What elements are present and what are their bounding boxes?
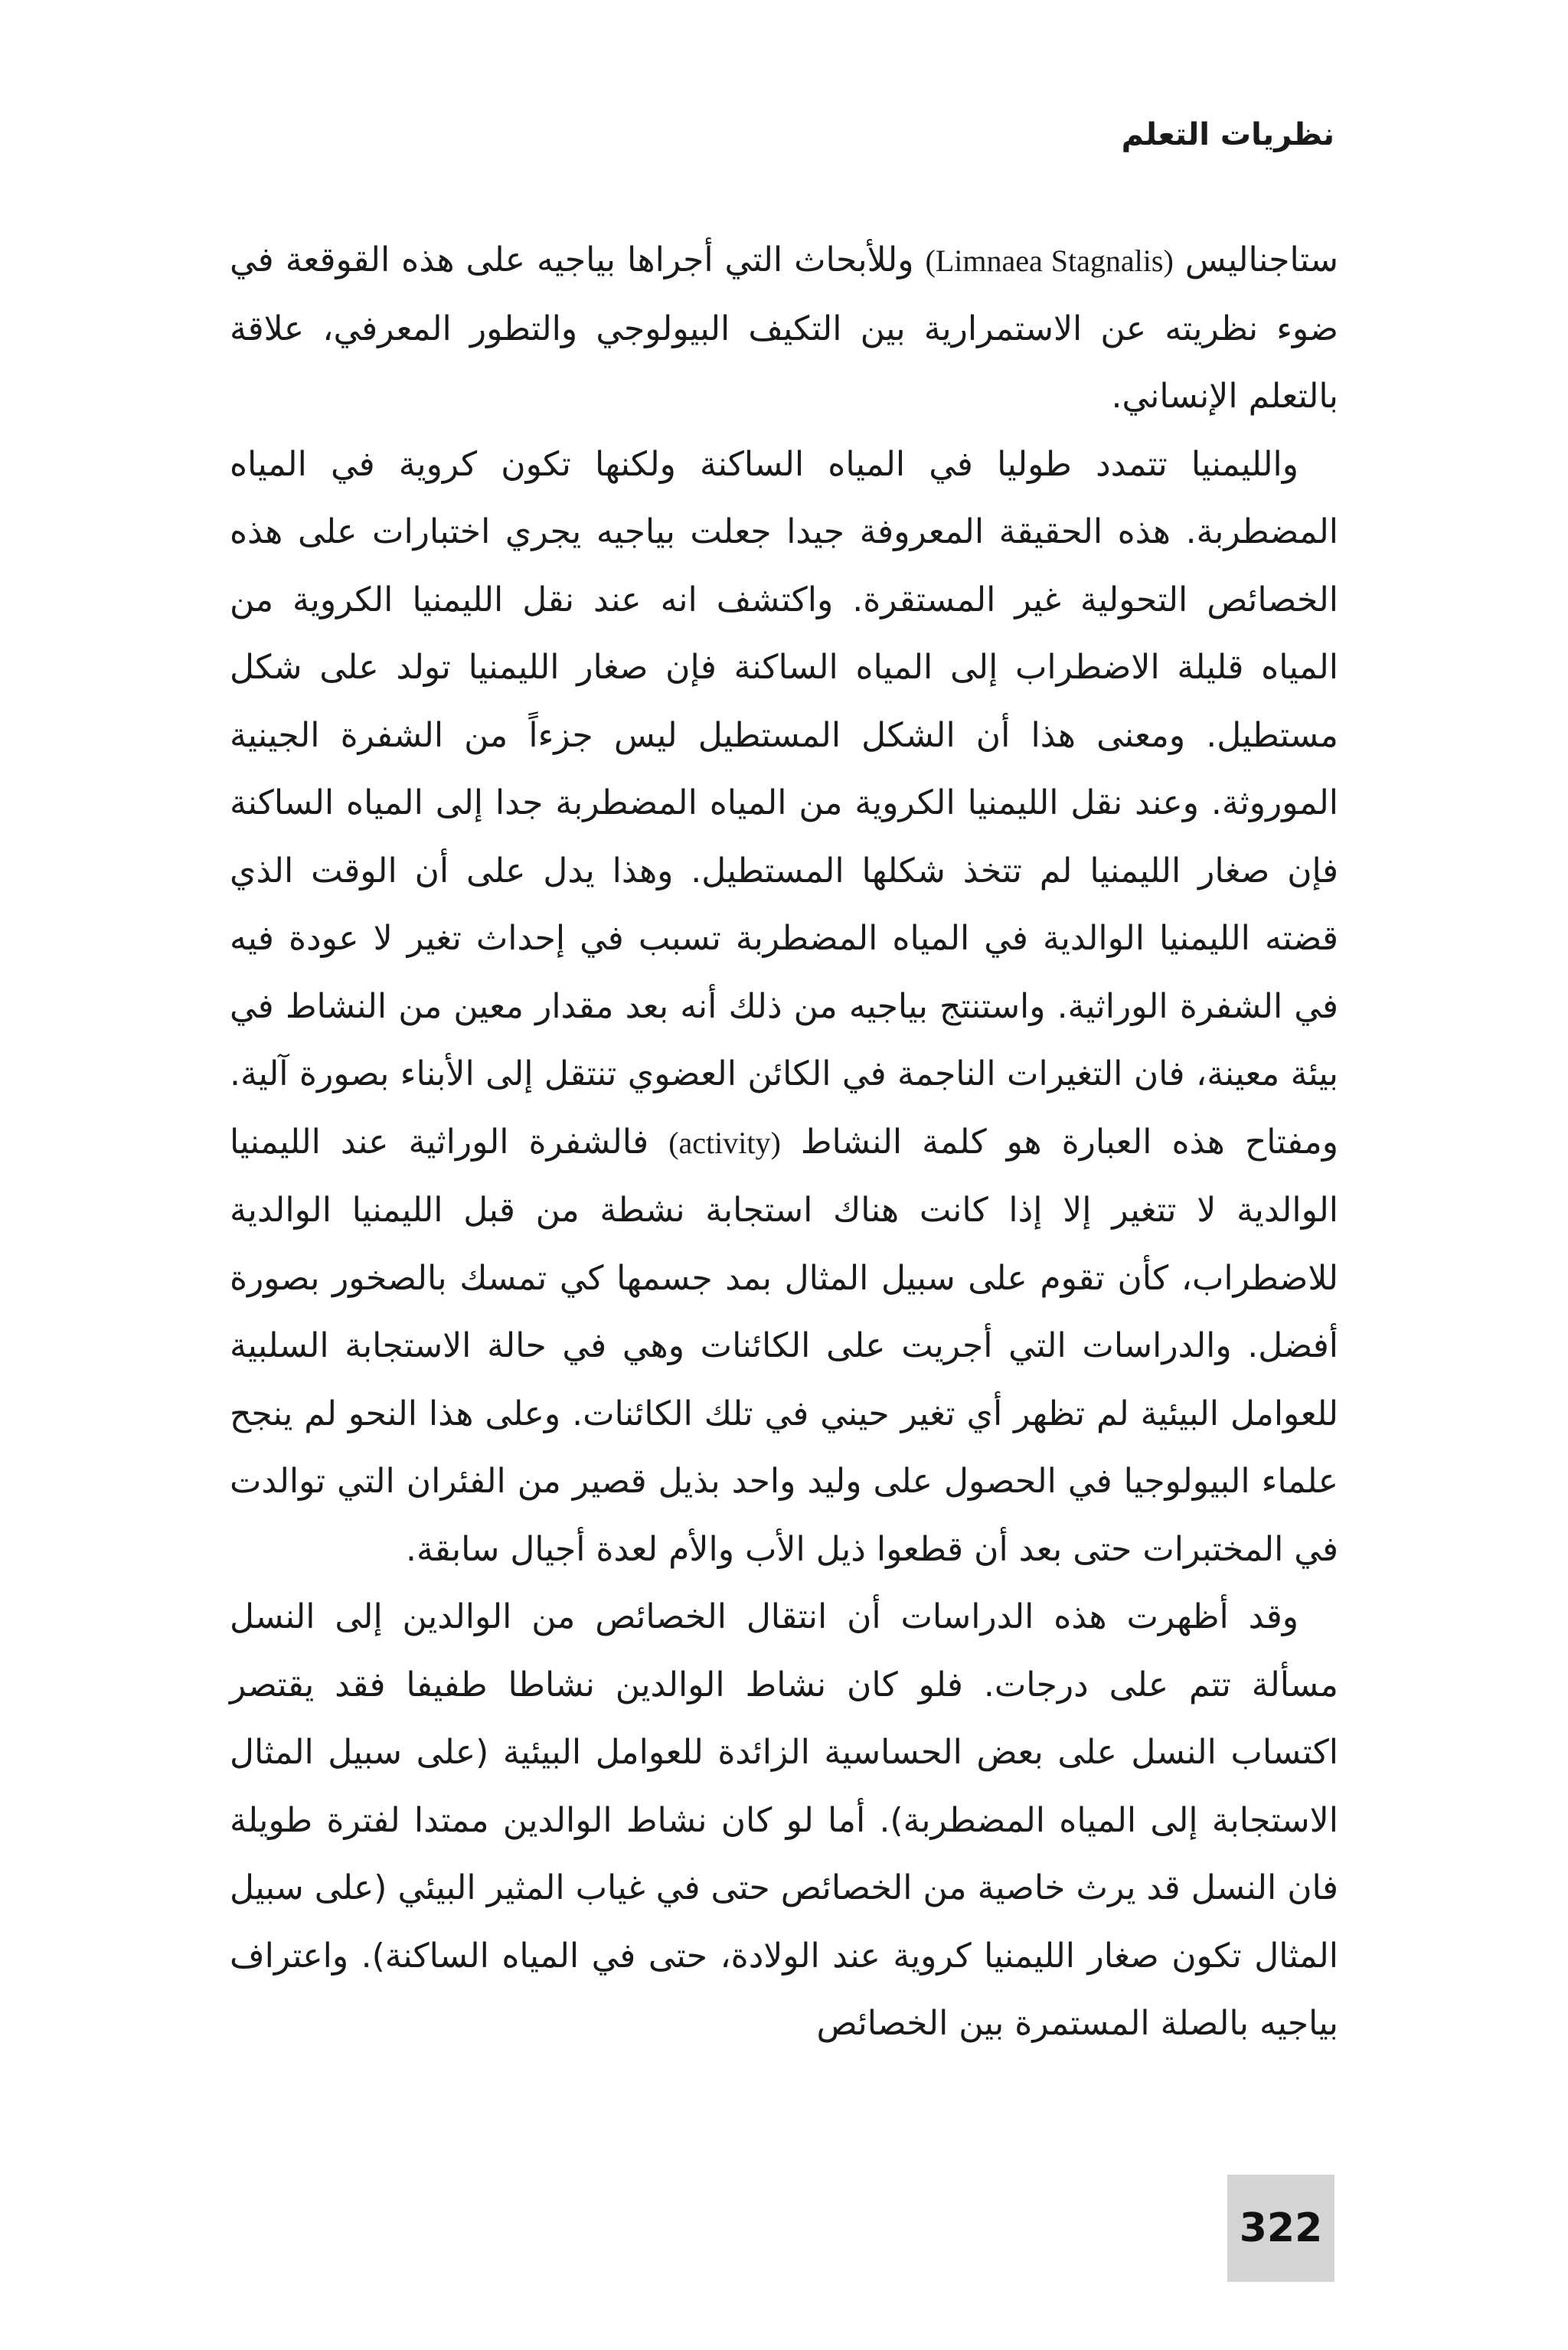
paragraph-2 (230, 431, 1338, 1584)
paragraph-3: وقد أظهرت هذه الدراسات أن انتقال الخصائص من الوالدين إلى النسل مسألة تتم على درجات. فلو كان نشاط الوالدين نشاطا طفيفا فقد يقتصر اكتساب النسل على بعض الحساسية الزائدة للعوامل البيئية (على سبيل المثال الاستجابة إلى المياه المضطربة). أما لو كان نشاط الوالدين ممتدا لفترة طويلة فان النسل قد يرث خاصية من الخصائص حتى في غياب المثير البيئي (على سبيل المثال تكون صغار الليمنيا كروية عند الولادة، حتى في المياه الساكنة). واعتراف بياجيه بالصلة المستمرة بين الخصائص (230, 1597, 1338, 2043)
page-number-box (1227, 2175, 1334, 2282)
paragraph-2-part-1: والليمنيا تتمدد طوليا في المياه الساكنة ولكنها تكون كروية في المياه المضطربة. هذه الحقيقة المعروفة جيدا جعلت بياجيه يجري اختبارات على هذه الخصائص التحولية غير المستقرة. واكتشف انه عند نقل الليمنيا الكروية من المياه قليلة الاضطراب إلى المياه الساكنة فإن صغار الليمنيا تولد على شكل مستطيل. ومعنى هذا أن الشكل المستطيل ليس جزءاً من الشفرة الجينية الموروثة. وعند نقل الليمنيا الكروية من المياه المضطربة جدا إلى المياه الساكنة فإن صغار الليمنيا لم تتخذ شكلها المستطيل. وهذا يدل على أن الوقت الذي قضته الليمنيا الوالدية في المياه المضطربة تسبب في إحداث تغير لا عودة فيه في الشفرة الوراثية. واستنتج بياجيه من ذلك أنه بعد مقدار معين من النشاط في بيئة معينة، فان التغيرات الناجمة في الكائن العضوي تنتقل إلى الأبناء بصورة آلية. ومفتاح هذه العبارة هو كلمة النشاط (230, 444, 1338, 1162)
paragraph-1-part-2: وللأبحاث التي أجراها بياجيه على هذه القوقعة في ضوء نظريته عن الاستمرارية بين التكيف البيولوجي والتطور المعرفي، علاقة بالتعلم الإنساني. (230, 240, 1338, 416)
body-text (230, 227, 1338, 2058)
running-header-title: نظريات التعلم (1121, 117, 1334, 152)
paragraph-1-part-1: ستاجناليس (1173, 240, 1338, 279)
paragraph-1 (230, 227, 1338, 431)
latin-term-limnaea: (Limnaea Stagnalis) (925, 243, 1174, 278)
paragraph-2-part-2: فالشفرة الوراثية عند الليمنيا الوالدية لا تتغير إلا إذا كانت هناك استجابة نشطة من قبل الليمنيا الوالدية للاضطراب، كأن تقوم على سبيل المثال بمد جسمها كي تمسك بالصخور بصورة أفضل. والدراسات التي أجريت على الكائنات وهي في حالة الاستجابة السلبية للعوامل البيئية لم تظهر أي تغير حيني في تلك الكائنات. وعلى هذا النحو لم ينجح علماء البيولوجيا في الحصول على وليد واحد بذيل قصير من الفئران التي توالدت في المختبرات حتى بعد أن قطعوا ذيل الأب والأم لعدة أجيال سابقة. (230, 1122, 1338, 1569)
latin-term-activity: (activity) (668, 1125, 781, 1160)
page-number: 322 (1239, 2205, 1323, 2251)
